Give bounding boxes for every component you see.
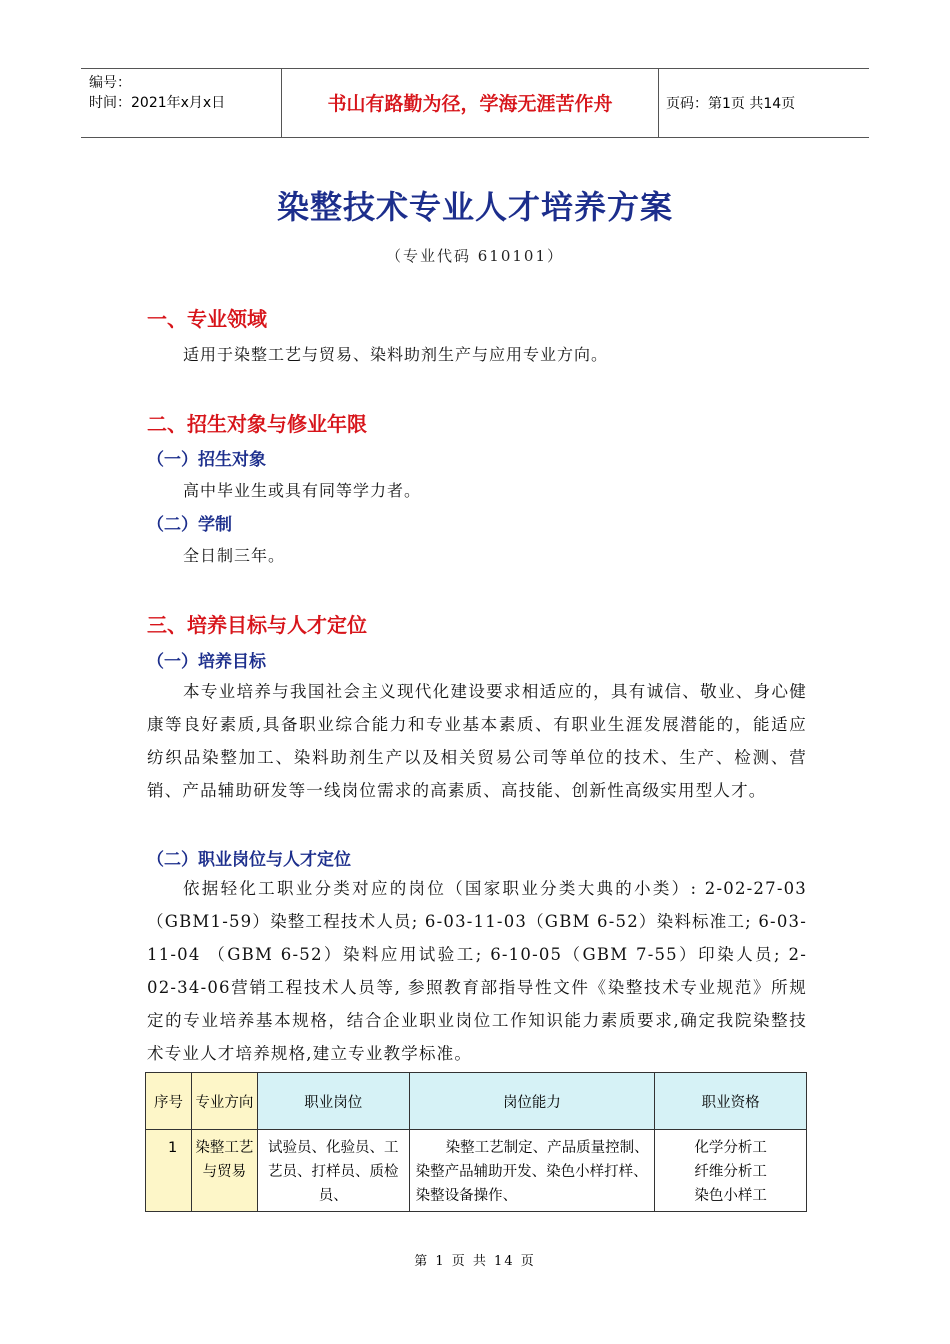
section-2-sub1-heading: （一）招生对象 [147, 450, 266, 470]
header-slogan: 书山有路勤为径，学海无涯苦作舟 [281, 69, 659, 137]
section-3-sub1-heading: （一）培养目标 [147, 652, 266, 672]
col-header-direction: 专业方向 [191, 1073, 257, 1130]
document-title: 染整技术专业人才培养方案 [276, 188, 673, 226]
cell-direction: 染整工艺与贸易 [191, 1130, 257, 1212]
section-2-sub1-text: 高中毕业生或具有同等学力者。 [183, 481, 422, 500]
section-3-sub2-text: 依据轻化工职业分类对应的岗位（国家职业分类大典的小类）: 2-02-27-03（GBM1-59）染整工程技术人员; 6-03-11-03（GBM 6-52）染料标准工; 6-03-11-04 （GBM 6-52）染料应用试验工; 6-10-05（GBM 7-55）印染人员; 2-02-34-06营销工程技术人员等, 参照教育部指导性文件《染整技术专业规范》所规定的专业培养基本规格，结合企业职业岗位工作知识能力素质要求,确定我院染整技术专业人才培养规格,建立专业教学标准。 [147, 879, 807, 1063]
header-time: 时间：2021年x月x日 [89, 95, 226, 111]
cell-index: 1 [146, 1130, 192, 1212]
col-header-positions: 职业岗位 [257, 1073, 409, 1130]
col-header-qualifications: 职业资格 [655, 1073, 807, 1130]
section-2-sub2-heading: （二）学制 [147, 515, 232, 535]
header-number: 编号： [89, 75, 131, 91]
cell-abilities: 染整工艺制定、产品质量控制、染整产品辅助开发、染色小样打样、染整设备操作、 [409, 1130, 655, 1212]
section-2-sub2-text: 全日制三年。 [183, 546, 286, 565]
section-1-heading: 一、专业领域 [147, 307, 267, 331]
table-row [146, 1130, 807, 1212]
header-page-number: 页码：第1页 共14页 [666, 96, 796, 112]
section-3-sub1-text: 本专业培养与我国社会主义现代化建设要求相适应的，具有诚信、敬业、身心健康等良好素质,具备职业综合能力和专业基本素质、有职业生涯发展潜能的，能适应纺织品染整加工、染料助剂生产以及相关贸易公司等单位的技术、生产、检测、营销、产品辅助研发等一线岗位需求的高素质、高技能、创新性高级实用型人才。 [147, 682, 807, 800]
cell-positions: 试验员、化验员、工艺员、打样员、质检员、 [257, 1130, 409, 1212]
cell-qualifications: 化学分析工 纤维分析工 染色小样工 [655, 1130, 807, 1212]
header-meta [81, 69, 281, 137]
section-3-heading: 三、培养目标与人才定位 [147, 613, 367, 637]
page-header [81, 68, 869, 138]
major-code: （专业代码 610101） [385, 247, 565, 265]
page-footer: 第 1 页 共 14 页 [414, 1254, 536, 1269]
section-3-sub2-heading: （二）职业岗位与人才定位 [147, 850, 351, 870]
position-table [145, 1072, 807, 1212]
section-1-text: 适用于染整工艺与贸易、染料助剂生产与应用专业方向。 [183, 345, 609, 364]
table-header-row [146, 1073, 807, 1130]
section-2-heading: 二、招生对象与修业年限 [147, 412, 367, 436]
col-header-index: 序号 [146, 1073, 192, 1130]
col-header-abilities: 岗位能力 [409, 1073, 655, 1130]
